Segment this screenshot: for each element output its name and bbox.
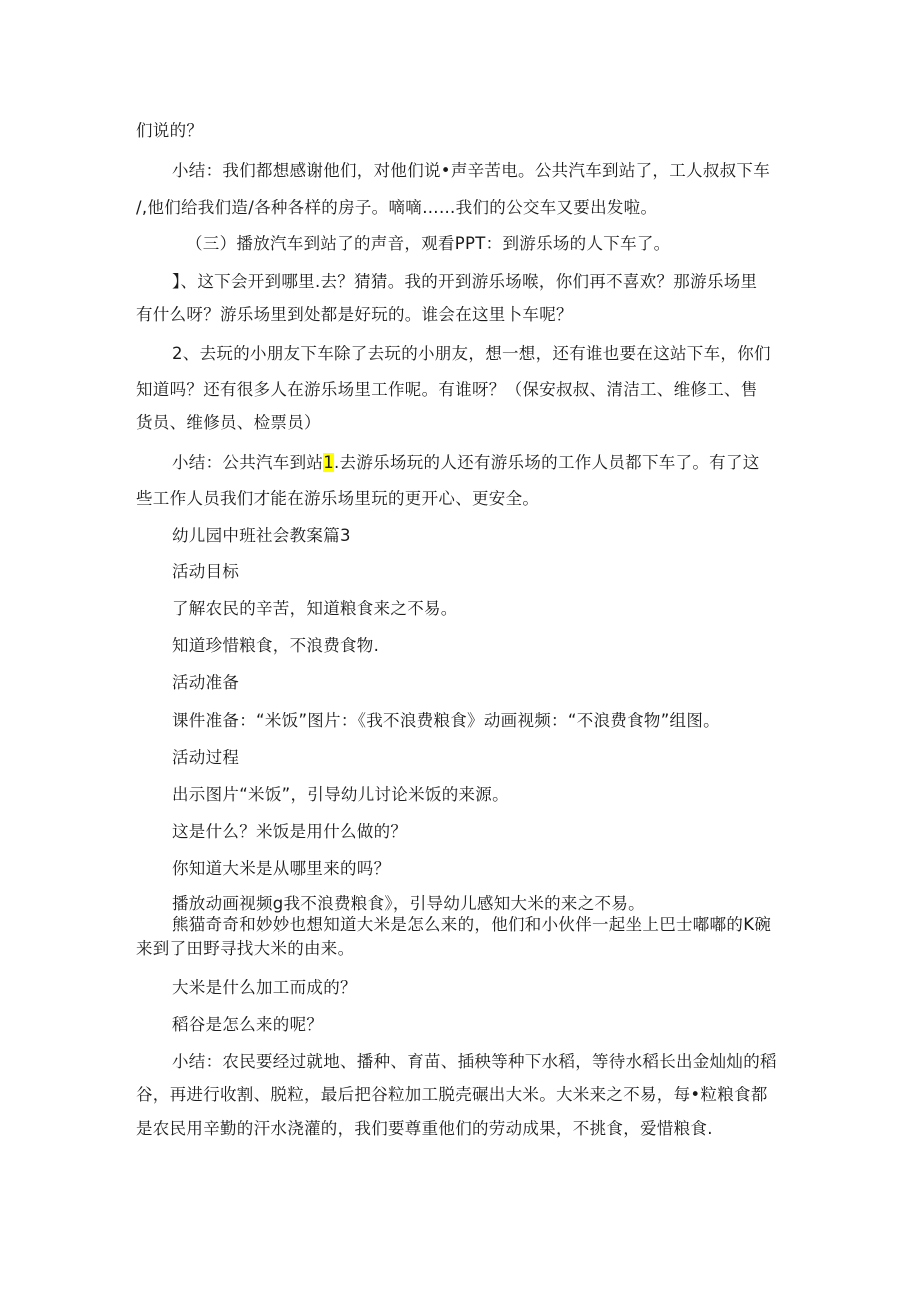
text-line: 来到了田野寻找大米的由来。 (136, 939, 355, 958)
text-line: 是农民用辛勤的汗水浇灌的，我们要尊重他们的劳动成果，不挑食，爱惜粮食. (136, 1119, 713, 1138)
text-line: 课件准备：“米饭”图片：《我不浪费粮食》动画视频：“不浪费食物”组图。 (172, 711, 720, 730)
text-segment: 小结：公共汽车到站 (172, 453, 324, 472)
text-line: 大米是什么加工而成的？ (172, 978, 357, 997)
text-line: 稻谷是怎么来的呢？ (172, 1015, 324, 1034)
highlighted-text: 1 (323, 453, 335, 472)
text-line: 有什么呀？游乐场里到处都是好玩的。谁会在这里卜车呢？ (136, 305, 573, 324)
text-line: 出示图片“米饭”，引导幼儿讨论米饭的来源。 (172, 785, 509, 804)
subheading: 活动准备 (172, 673, 240, 692)
section-heading: 幼儿园中班社会教案篇3 (172, 526, 351, 545)
text-line: 小结：农民要经过就地、播种、育苗、插秧等种下水稻，等待水稻长出金灿灿的稻 (172, 1052, 777, 1071)
text-line: 了解农民的辛苦，知道粮食来之不易。 (172, 599, 458, 618)
text-line: 谷，再进行收割、脱粒，最后把谷粒加工脱壳碾出大米。大米来之不易，每•粒粮食都 (136, 1085, 768, 1104)
text-line: 货员、维修员、检票员） (136, 413, 321, 432)
text-line: 些工作人员我们才能在游乐场里玩的更开心、更安全。 (136, 489, 540, 508)
text-segment: .去游乐场玩的人还有游乐场的工作人员都下车了。有了这 (334, 453, 760, 472)
text-line: （三）播放汽车到站了的声音，观看PPT：到游乐场的人下车了。 (186, 234, 671, 253)
text-line: 们说的？ (136, 121, 204, 140)
text-line: 小结：我们都想感谢他们，对他们说•声辛苦电。公共汽车到站了，工人叔叔下车 (172, 161, 771, 180)
text-line: 2、去玩的小朋友下车除了去玩的小朋友，想一想，还有谁也要在这站下车，你们 (172, 344, 771, 363)
text-line: /,他们给我们造/各种各样的房子。嘀嘀……我们的公交车又要出发啦。 (136, 198, 658, 217)
subheading: 活动过程 (172, 748, 240, 767)
text-line: 熊猫奇奇和妙妙也想知道大米是怎么来的，他们和小伙伴一起坐上巴士嘟嘟的K碗 (172, 915, 772, 934)
text-line: 】、这下会开到哪里.去？猜猜。我的开到游乐场喉，你们再不喜欢？那游乐场里 (172, 272, 758, 291)
subheading: 活动目标 (172, 562, 240, 581)
text-line: 播放动画视频g我不浪费粮食》，引导幼儿感知大米的来之不易。 (172, 894, 645, 913)
text-line: 知道吗？还有很多人在游乐场里工作呢。有谁呀？（保安叔叔、清洁工、维修工、售 (136, 380, 758, 399)
text-line: 知道珍惜粮食，不浪费食物. (172, 636, 380, 655)
text-line: 你知道大米是从哪里来的吗？ (172, 859, 391, 878)
text-line (172, 452, 760, 474)
text-line: 这是什么？米饭是用什么做的？ (172, 822, 408, 841)
